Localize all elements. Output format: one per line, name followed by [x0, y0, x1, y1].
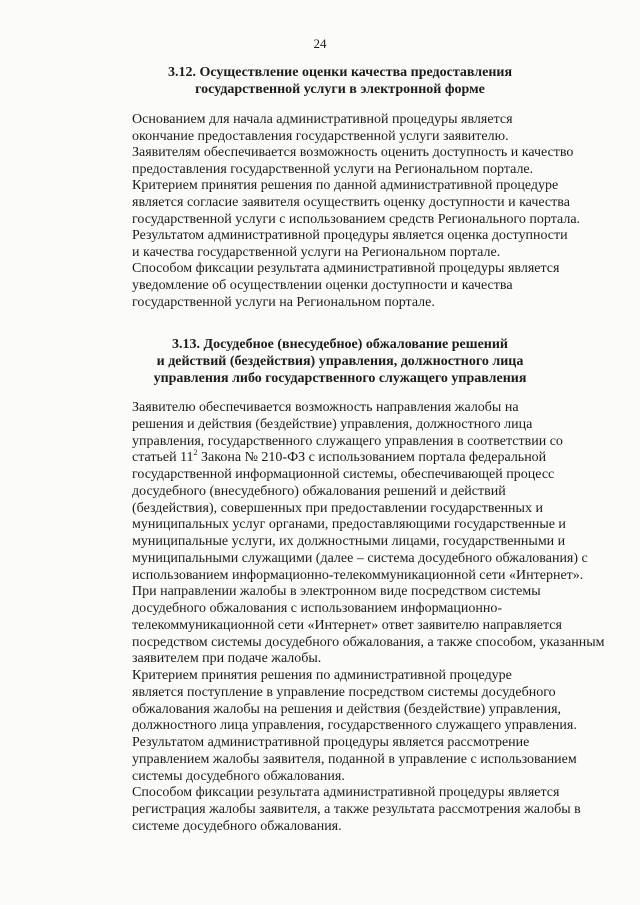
text-line: управления, государственного служащего управления в соответствии со [132, 433, 563, 449]
section-3-13-heading [60, 336, 620, 387]
page-number: 24 [313, 36, 327, 51]
text-line: Критерием принятия решения по административной процедуре [132, 668, 512, 683]
paragraph [92, 785, 612, 835]
text-line: управлением жалобы заявителя, поданной в управление с использованием [132, 751, 577, 767]
text-line: системы досудебного обжалования. [132, 768, 345, 784]
text-line: является согласие заявителя осуществить оценку доступности и качества [132, 194, 570, 210]
text-line: Основанием для начала административной процедуры является [132, 112, 513, 127]
text-line: муниципальные услуги, их должностными лицами, государственными и [132, 534, 566, 549]
text-line: телекоммуникационной сети «Интернет» ответ заявителю направляется [132, 617, 562, 633]
text-line: окончание предоставления государственной услуги заявителю. [132, 128, 509, 144]
text-line: Заявителям обеспечивается возможность оценить доступность и качество [132, 145, 574, 161]
text-line: заявителем при подаче жалобы. [132, 651, 322, 667]
text-line: решения и действия (бездействие) управления, должностного лица [132, 416, 533, 432]
text-line: использованием информационно-телекоммуникационной сети «Интернет». [132, 567, 584, 583]
heading-line: государственной услуги в электронной форме [195, 82, 485, 97]
paragraph [92, 400, 612, 584]
text-line-with-footnote [92, 450, 612, 467]
paragraph [92, 112, 612, 145]
paragraph [92, 668, 612, 735]
text-line: является поступление в управление посредством системы досудебного [132, 684, 556, 700]
text-line: государственной информационной системы, обеспечивающей процесс [132, 467, 555, 482]
text-line: Способом фиксации результата административной процедуры является [132, 261, 560, 277]
text-line: уведомление об осуществлении оценки доступности и качества [132, 277, 513, 293]
text-line: государственной услуги с использованием средств Регионального портала. [132, 211, 581, 227]
text-line: При направлении жалобы в электронном виде посредством системы [132, 584, 541, 600]
text-line: обжалования жалобы на решения и действия (бездействие) управления, [132, 701, 562, 717]
section-3-12-body [92, 112, 612, 311]
paragraph [92, 261, 612, 311]
paragraph [92, 145, 612, 178]
section-3-12-heading [60, 64, 620, 98]
text-line: посредством системы досудебного обжалования, а также способом, указанным [132, 634, 605, 650]
text-line: Результатом административной процедуры является оценка доступности [132, 228, 568, 244]
text-line: и качества государственной услуги на Региональном портале. [132, 244, 501, 260]
text-line: предоставления государственной услуги на Региональном портале. [132, 161, 534, 177]
text-line: Способом фиксации результата административной процедуры является [132, 785, 560, 801]
paragraph [92, 735, 612, 785]
text-line: досудебного обжалования с использованием информационно- [132, 601, 502, 616]
text-line: Критерием принятия решения по данной административной процедуре [132, 178, 559, 194]
text-line: регистрация жалобы заявителя, а также результата рассмотрения жалобы в [132, 802, 581, 817]
text-line: должностного лица управления, государственного служащего управления. [132, 718, 577, 734]
heading-line: 3.12. Осуществление оценки качества предоставления [167, 65, 513, 80]
text-line: муниципальных услуг органами, предоставляющими государственные и [132, 517, 566, 533]
paragraph [92, 228, 612, 261]
text-line: системе досудебного обжалования. [132, 818, 342, 834]
text-line: Заявителю обеспечивается возможность направления жалобы на [132, 400, 519, 415]
paragraph [92, 584, 612, 668]
text-fragment: статьей 11 [132, 450, 194, 466]
heading-line: и действий (бездействия) управления, должностного лица [156, 354, 524, 369]
text-line: (бездействия), совершенных при предоставлении государственных и [132, 500, 543, 516]
paragraph [92, 178, 612, 228]
text-line: государственной услуги на Региональном портале. [132, 294, 435, 310]
heading-line: управления либо государственного служащего управления [153, 371, 527, 386]
section-3-13-body [92, 400, 612, 836]
text-fragment: Закона № 210-ФЗ с использованием портала федеральной [197, 450, 547, 466]
text-line: Результатом административной процедуры является рассмотрение [132, 735, 530, 750]
heading-line: 3.13. Досудебное (внесудебное) обжалование решений [172, 337, 508, 352]
text-line: муниципальными служащими (далее – система досудебного обжалования) с [132, 550, 588, 566]
text-line: досудебного (внесудебного) обжалования решений и действий [132, 483, 506, 499]
footnote-marker: 2 [193, 448, 198, 458]
